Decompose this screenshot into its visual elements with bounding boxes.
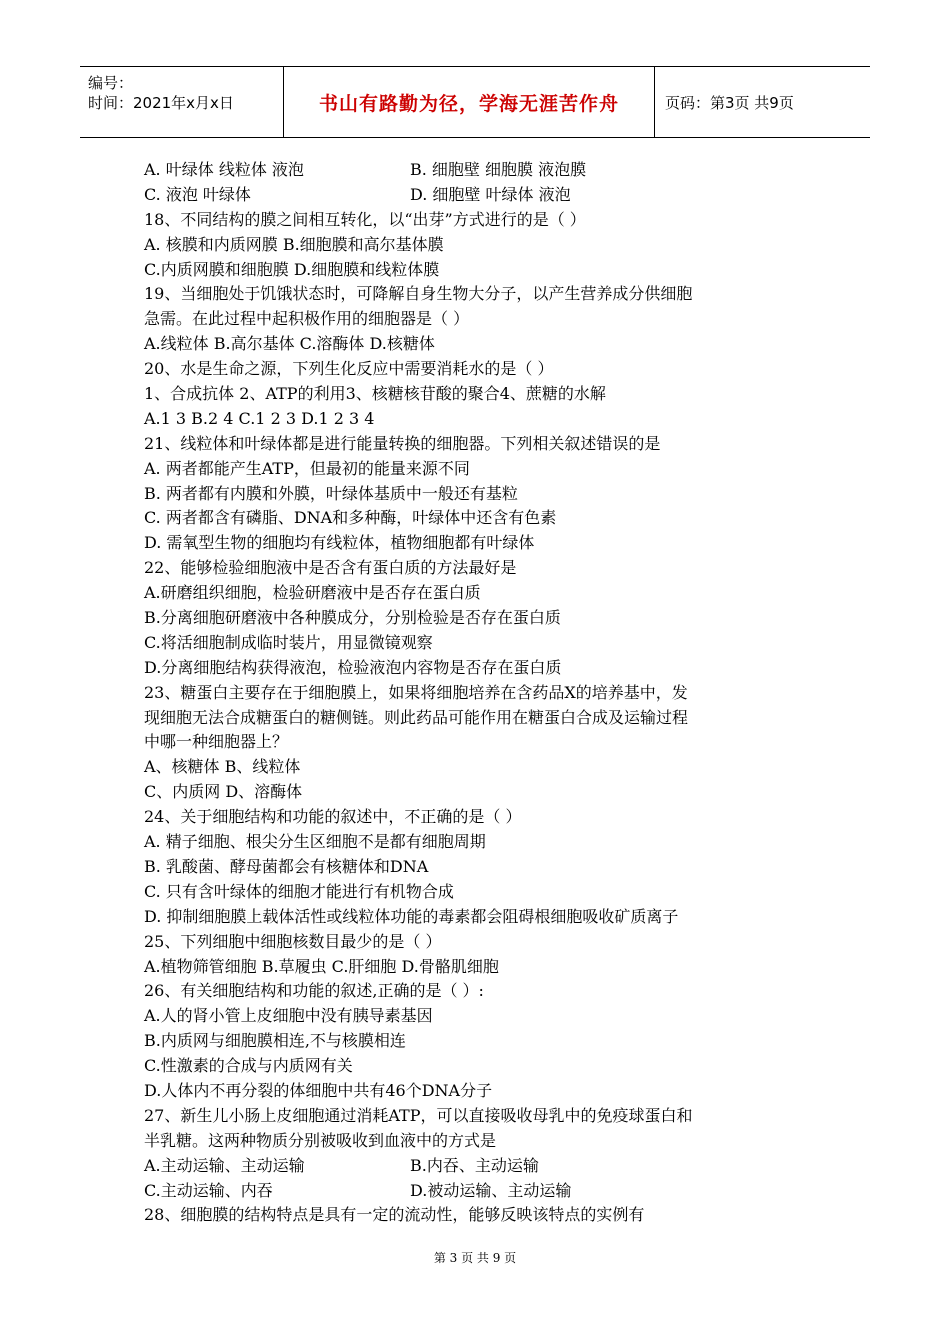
line-text: B.分离细胞研磨液中各种膜成分，分别检验是否存在蛋白质 <box>144 608 561 628</box>
text-line <box>144 332 824 357</box>
line-text-second-column: B.内吞、主动运输 <box>410 1155 539 1175</box>
line-text: 22、能够检验细胞液中是否含有蛋白质的方法最好是 <box>144 558 517 578</box>
text-line <box>144 183 824 208</box>
line-text: 21、线粒体和叶绿体都是进行能量转换的细胞器。下列相关叙述错误的是 <box>144 433 661 453</box>
line-text-second-column: D. 细胞壁 叶绿体 液泡 <box>410 184 571 204</box>
text-line <box>144 556 824 581</box>
line-text: C. 液泡 叶绿体 <box>144 184 251 204</box>
header-page-cell <box>655 67 870 137</box>
line-text: A.人的肾小管上皮细胞中没有胰导素基因 <box>144 1006 433 1026</box>
line-text: B.内质网与细胞膜相连,不与核膜相连 <box>144 1031 406 1051</box>
line-text: A.植物筛管细胞 B.草履虫 C.肝细胞 D.骨骼肌细胞 <box>144 956 499 976</box>
text-line <box>144 681 824 706</box>
text-line <box>144 606 824 631</box>
line-text: 26、有关细胞结构和功能的叙述,正确的是（ ）: <box>144 981 484 1001</box>
line-text: A、核糖体 B、线粒体 <box>144 757 301 777</box>
line-text: 1、合成抗体 2、ATP的利用3、核糖核苷酸的聚合4、蔗糖的水解 <box>144 384 606 404</box>
line-text: A.线粒体 B.高尔基体 C.溶酶体 D.核糖体 <box>144 334 435 354</box>
text-line <box>144 880 824 905</box>
text-line <box>144 730 824 755</box>
line-text: 28、细胞膜的结构特点是具有一定的流动性，能够反映该特点的实例有 <box>144 1205 645 1225</box>
line-text: A.1 3 B.2 4 C.1 2 3 D.1 2 3 4 <box>144 408 375 428</box>
line-text: 25、下列细胞中细胞核数目最少的是（ ） <box>144 931 442 951</box>
line-text: A.主动运输、主动运输 <box>144 1155 305 1175</box>
line-text: A.研磨组织细胞，检验研磨液中是否存在蛋白质 <box>144 583 481 603</box>
text-line <box>144 780 824 805</box>
line-text: D. 需氧型生物的细胞均有线粒体，植物细胞都有叶绿体 <box>144 533 535 553</box>
text-line <box>144 208 824 233</box>
text-line <box>144 1079 824 1104</box>
line-text: 中哪一种细胞器上？ <box>144 732 289 752</box>
serial-label: 编号： <box>88 74 134 92</box>
line-text: C、内质网 D、溶酶体 <box>144 782 303 802</box>
line-text: D. 抑制细胞膜上载体活性或线粒体功能的毒素都会阻碍根细胞吸收矿质离子 <box>144 906 679 926</box>
text-line <box>144 930 824 955</box>
text-line <box>144 1203 824 1228</box>
line-text: D.人体内不再分裂的体细胞中共有46个DNA分子 <box>144 1080 493 1100</box>
line-text: A. 核膜和内质网膜 B.细胞膜和高尔基体膜 <box>144 234 444 254</box>
motto: 书山有路勤为径，学海无涯苦作舟 <box>318 93 619 115</box>
text-line <box>144 506 824 531</box>
date-label: 时间：2021年x月x日 <box>88 94 234 112</box>
line-text: 27、新生儿小肠上皮细胞通过消耗ATP，可以直接吸收母乳中的免疫球蛋白和 <box>144 1105 693 1125</box>
text-line <box>144 482 824 507</box>
line-text: D.分离细胞结构获得液泡，检验液泡内容物是否存在蛋白质 <box>144 657 562 677</box>
text-line <box>144 855 824 880</box>
page-header <box>80 66 870 138</box>
header-meta-cell <box>80 67 283 137</box>
text-line <box>144 258 824 283</box>
text-line <box>144 282 824 307</box>
line-text: C.内质网膜和细胞膜 D.细胞膜和线粒体膜 <box>144 259 440 279</box>
text-line <box>144 805 824 830</box>
line-text: 23、糖蛋白主要存在于细胞膜上，如果将细胞培养在含药品X的培养基中，发 <box>144 682 688 702</box>
header-motto-cell <box>283 67 655 137</box>
text-line <box>144 307 824 332</box>
line-text: 急需。在此过程中起积极作用的细胞器是（ ） <box>144 309 470 329</box>
text-line <box>144 1179 824 1204</box>
text-line <box>144 457 824 482</box>
line-text: B. 乳酸菌、酵母菌都会有核糖体和DNA <box>144 856 429 876</box>
text-line <box>144 905 824 930</box>
line-text: C. 两者都含有磷脂、DNA和多种酶，叶绿体中还含有色素 <box>144 508 557 528</box>
line-text: 半乳糖。这两种物质分别被吸收到血液中的方式是 <box>144 1130 497 1150</box>
text-line <box>144 531 824 556</box>
text-line <box>144 830 824 855</box>
text-line <box>144 357 824 382</box>
line-text-second-column: D.被动运输、主动运输 <box>410 1180 572 1200</box>
line-text: 24、关于细胞结构和功能的叙述中，不正确的是（ ） <box>144 807 522 827</box>
page-number-label: 页码：第3页 共9页 <box>665 94 794 112</box>
text-line <box>144 656 824 681</box>
line-text: A. 两者都能产生ATP，但最初的能量来源不同 <box>144 458 470 478</box>
line-text: 现细胞无法合成糖蛋白的糖侧链。则此药品可能作用在糖蛋白合成及运输过程 <box>144 707 689 727</box>
text-line <box>144 1154 824 1179</box>
line-text: A. 精子细胞、根尖分生区细胞不是都有细胞周期 <box>144 832 486 852</box>
text-line <box>144 755 824 780</box>
text-line <box>144 1129 824 1154</box>
text-line <box>144 1029 824 1054</box>
text-line <box>144 233 824 258</box>
line-text: C.性激素的合成与内质网有关 <box>144 1056 353 1076</box>
text-line <box>144 706 824 731</box>
line-text: A. 叶绿体 线粒体 液泡 <box>144 160 304 179</box>
text-line <box>144 1054 824 1079</box>
line-text: C. 只有含叶绿体的细胞才能进行有机物合成 <box>144 881 454 901</box>
text-line <box>144 979 824 1004</box>
line-text-second-column: B. 细胞壁 细胞膜 液泡膜 <box>410 160 587 179</box>
text-line <box>144 382 824 407</box>
text-line <box>144 955 824 980</box>
text-line <box>144 631 824 656</box>
text-line <box>144 407 824 432</box>
text-line <box>144 1004 824 1029</box>
line-text: 18、不同结构的膜之间相互转化，以“出芽”方式进行的是（ ） <box>144 209 586 229</box>
document-body <box>144 158 824 1228</box>
text-line <box>144 581 824 606</box>
text-line <box>144 158 824 183</box>
line-text: 20、水是生命之源，下列生化反应中需要消耗水的是（ ） <box>144 359 554 379</box>
line-text: C.将活细胞制成临时装片，用显微镜观察 <box>144 632 433 652</box>
line-text: C.主动运输、内吞 <box>144 1180 273 1200</box>
page-footer: 第 3 页 共 9 页 <box>433 1251 517 1265</box>
text-line <box>144 1104 824 1129</box>
line-text: B. 两者都有内膜和外膜，叶绿体基质中一般还有基粒 <box>144 483 518 503</box>
line-text: 19、当细胞处于饥饿状态时，可降解自身生物大分子，以产生营养成分供细胞 <box>144 284 693 304</box>
text-line <box>144 432 824 457</box>
